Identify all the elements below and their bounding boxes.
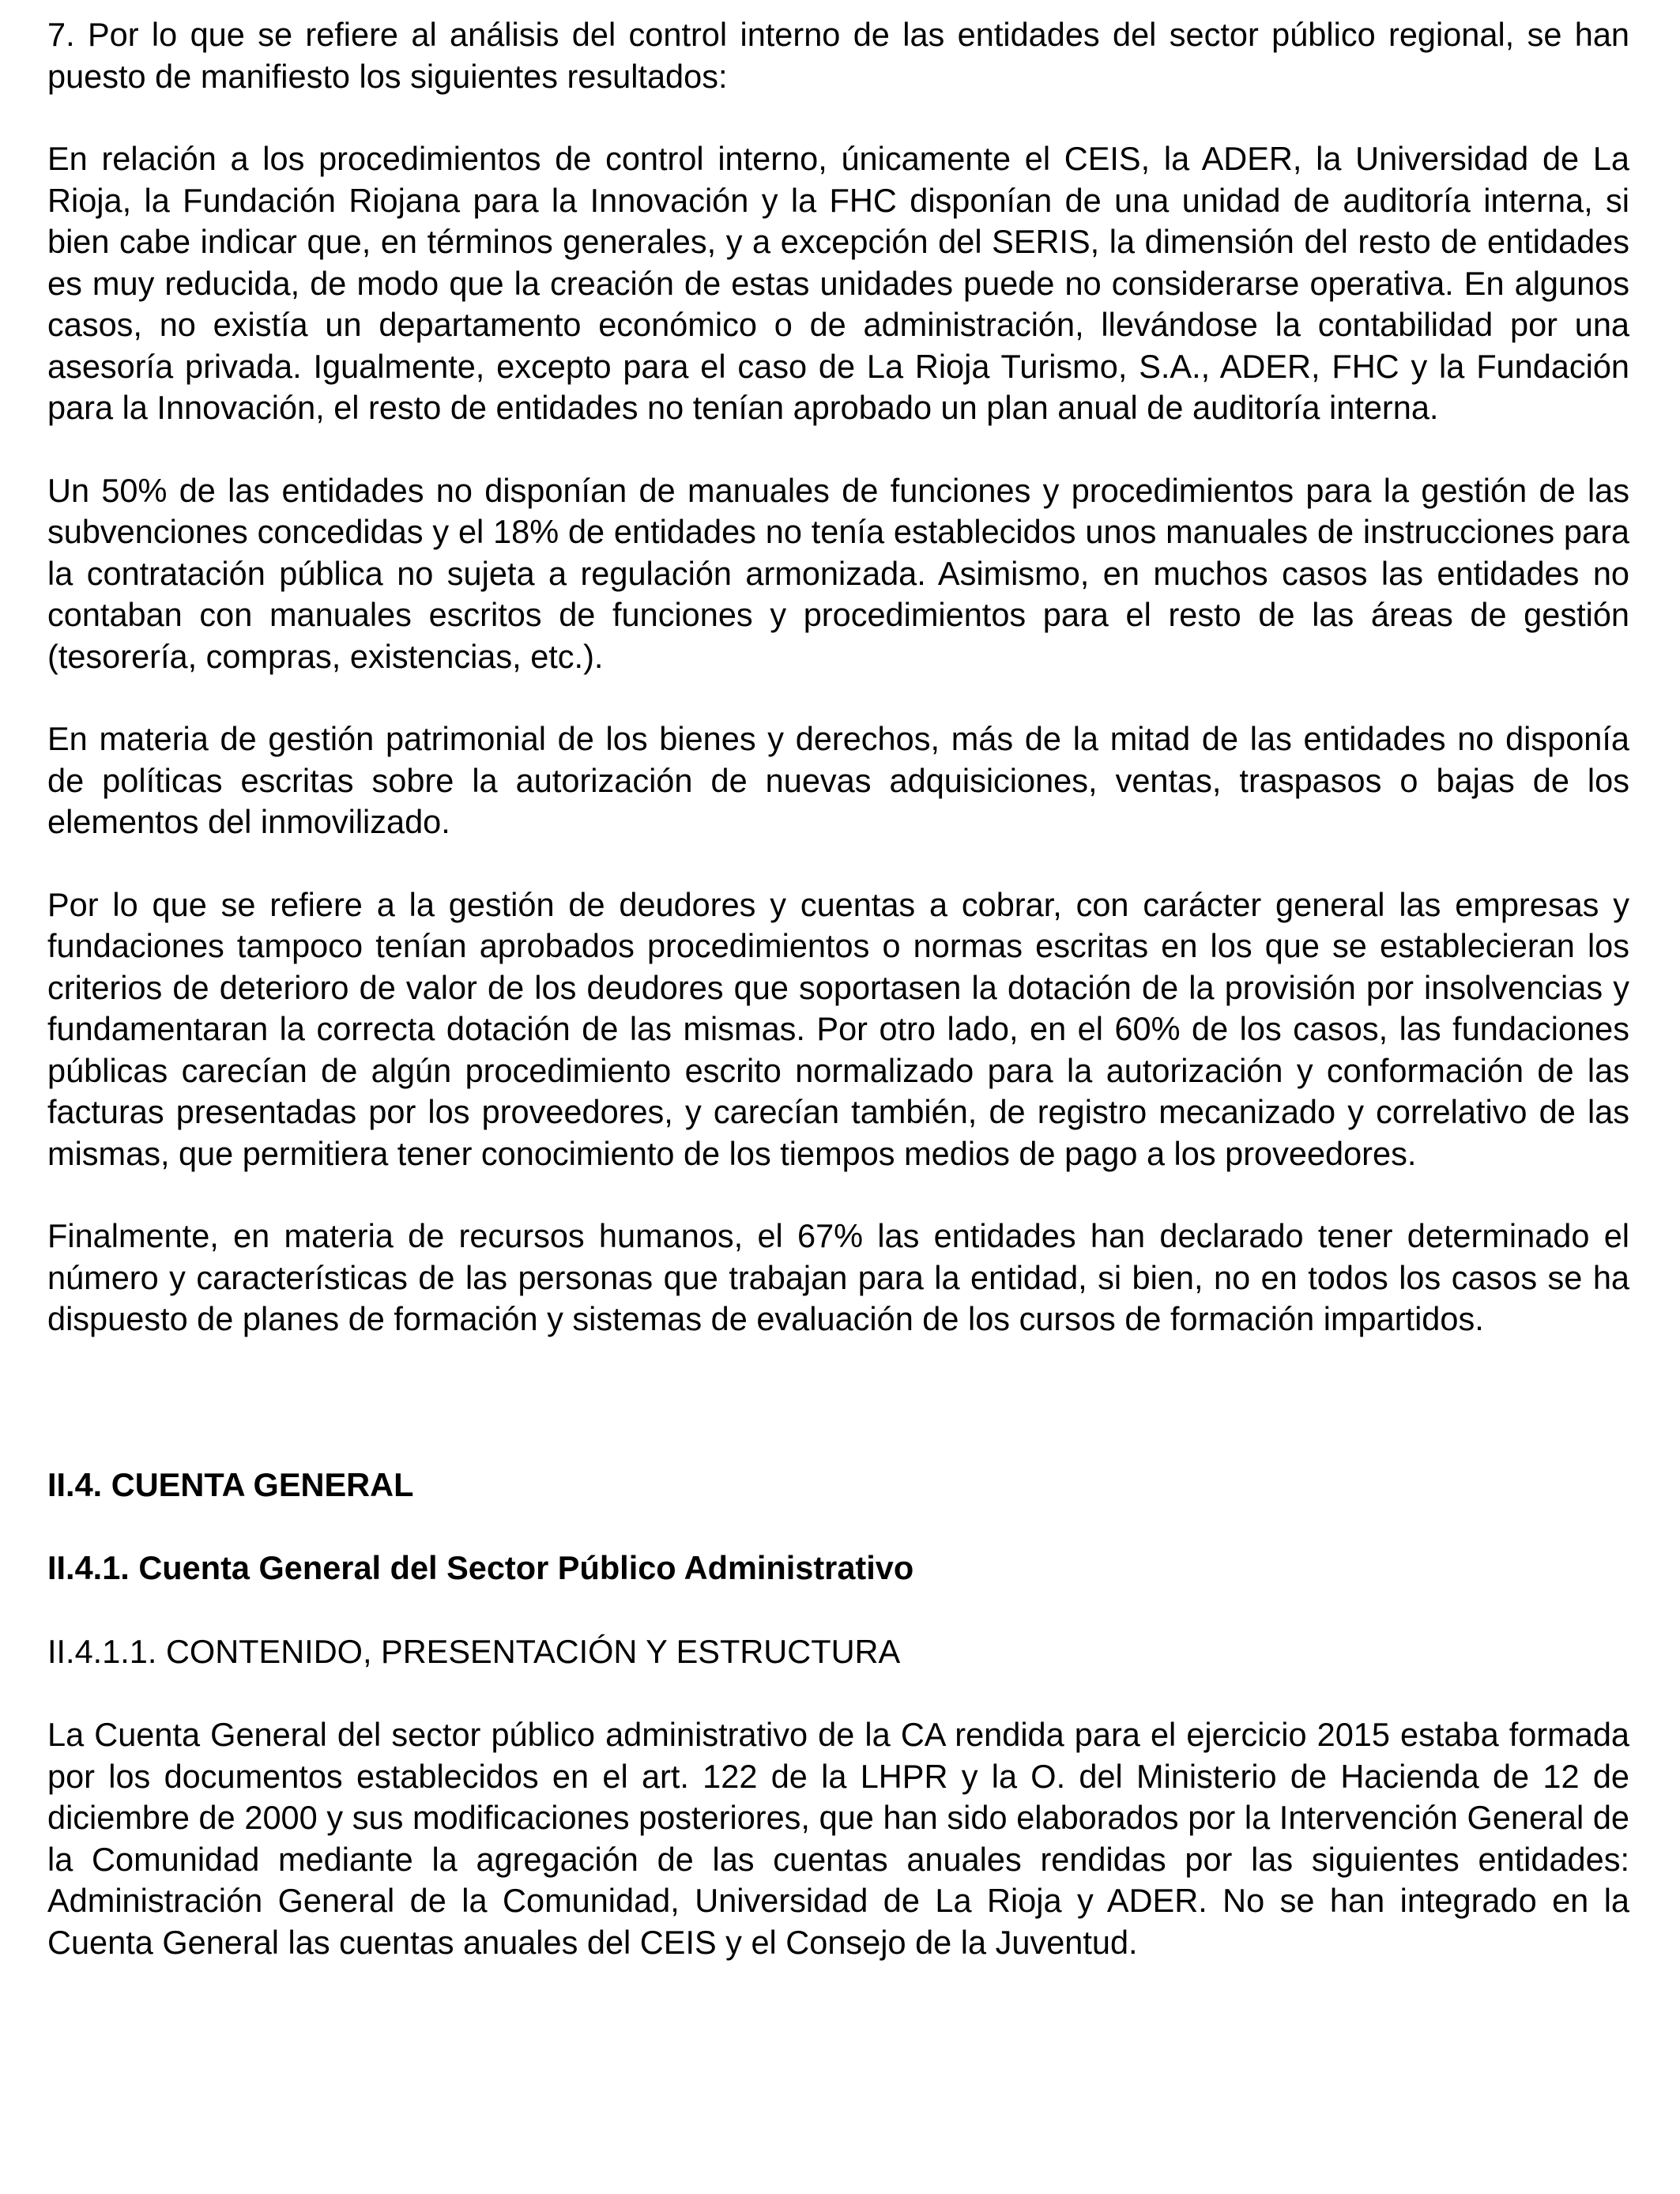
section-subsubheading: II.4.1.1. CONTENIDO, PRESENTACIÓN Y ESTRUCTURA (47, 1632, 901, 1670)
paragraph-procedimientos-control: En relación a los procedimientos de control interno, únicamente el CEIS, la ADER, la Universidad de La Rioja, la Fundación Riojana para la Innovación y la FHC disponían de una unidad de auditoría interna, si bien cabe indicar que, en términos generales, y a excepción del SERIS, la dimensión del resto de entidades es muy reducida, de modo que la creación de estas unidades puede no considerarse operativa. En algunos casos, no existía un departamento económico o de administración, llevándose la contabilidad por una asesoría privada. Igualmente, excepto para el caso de La Rioja Turismo, S.A., ADER, FHC y la Fundación para la Innovación, el resto de entidades no tenían aprobado un plan anual de auditoría interna. (47, 140, 1629, 426)
section-subheading: II.4.1. Cuenta General del Sector Público Administrativo (47, 1549, 914, 1586)
paragraph-manuales-funciones: Un 50% de las entidades no disponían de manuales de funciones y procedimientos para la gestión de las subvenciones concedidas y el 18% de entidades no tenía establecidos unos manuales de instrucciones para la contratación pública no sujeta a regulación armonizada. Asimismo, en muchos casos las entidades no contaban con manuales escritos de funciones y procedimientos para el resto de las áreas de gestión (tesorería, compras, existencias, etc.). (47, 471, 1629, 675)
paragraph-gestion-patrimonial: En materia de gestión patrimonial de los bienes y derechos, más de la mitad de las entidades no disponía de políticas escritas sobre la autorización de nuevas adquisiciones, ventas, traspasos o bajas de los elementos del inmovilizado. (47, 720, 1629, 840)
section-heading: II.4. CUENTA GENERAL (47, 1465, 414, 1503)
document-page (47, 14, 1629, 2004)
paragraph-control-interno-intro: 7. Por lo que se refiere al análisis del control interno de las entidades del sector público regional, se han puesto de manifiesto los siguientes resultados: (47, 16, 1629, 95)
section-spacer (47, 1382, 1629, 1465)
paragraph-recursos-humanos: Finalmente, en materia de recursos humanos, el 67% las entidades han declarado tener determinado el número y características de las personas que trabajan para la entidad, si bien, no en todos los casos se ha dispuesto de planes de formación y sistemas de evaluación de los cursos de formación impartidos. (47, 1217, 1629, 1337)
paragraph-gestion-deudores: Por lo que se refiere a la gestión de deudores y cuentas a cobrar, con carácter general las empresas y fundaciones tampoco tenían aprobados procedimientos o normas escritas en los que se establecieran los criterios de deterioro de valor de los deudores que soportasen la dotación de la provisión por insolvencias y fundamentaran la correcta dotación de las mismas. Por otro lado, en el 60% de los casos, las fundaciones públicas carecían de algún procedimiento escrito normalizado para la autorización y conformación de las facturas presentadas por los proveedores, y carecían también, de registro mecanizado y correlativo de las mismas, que permitiera tener conocimiento de los tiempos medios de pago a los proveedores. (47, 885, 1629, 1172)
paragraph-cuenta-general: La Cuenta General del sector público administrativo de la CA rendida para el ejercicio 2015 estaba formada por los documentos establecidos en el art. 122 de la LHPR y la O. del Ministerio de Hacienda de 12 de diciembre de 2000 y sus modificaciones posteriores, que han sido elaborados por la Intervención General de la Comunidad mediante la agregación de las cuentas anuales rendidas por las siguientes entidades: Administración General de la Comunidad, Universidad de La Rioja y ADER. No se han integrado en la Cuenta General las cuentas anuales del CEIS y el Consejo de la Juventud. (47, 1716, 1629, 1961)
